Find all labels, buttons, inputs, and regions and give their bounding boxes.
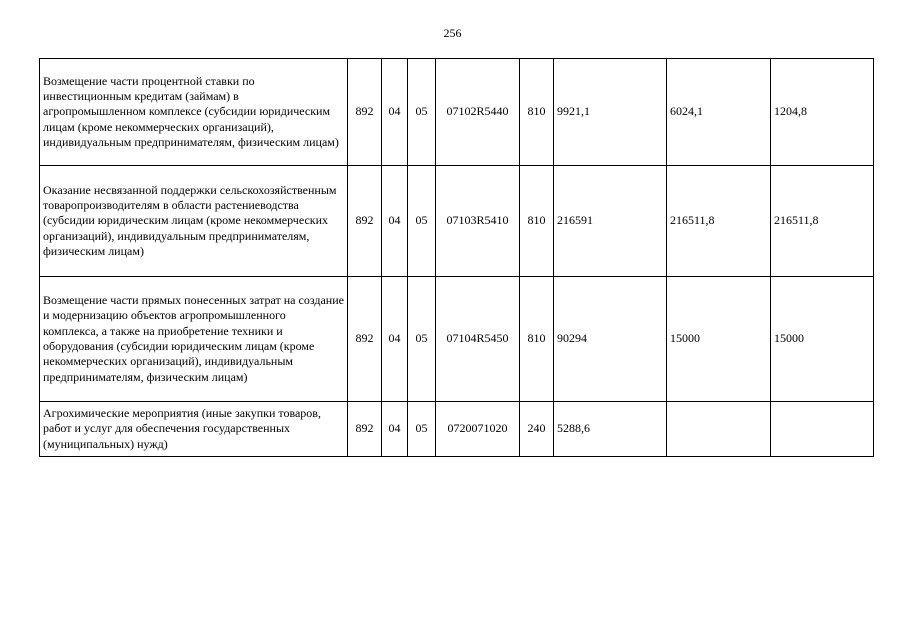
expense-type-cell: 810 (520, 166, 554, 277)
page-number: 256 (443, 26, 462, 40)
subsection-code-cell: 05 (408, 166, 436, 277)
expense-type-cell: 240 (520, 402, 554, 457)
target-article-cell: 07104R5450 (436, 277, 520, 402)
amount-year2-cell (667, 402, 771, 457)
amount-year1-cell: 90294 (554, 277, 667, 402)
section-code-cell: 04 (382, 166, 408, 277)
budget-table (39, 58, 874, 457)
section-code-cell: 04 (382, 402, 408, 457)
table-row (40, 166, 874, 277)
section-code-cell: 04 (382, 277, 408, 402)
amount-year2-cell: 216511,8 (667, 166, 771, 277)
table-row (40, 277, 874, 402)
amount-year2-cell: 15000 (667, 277, 771, 402)
expense-name-cell: Оказание несвязанной поддержки сельскохозяйственным товаропроизводителям в области растениеводства (субсидии юридическим лицам (кроме некоммерческих организаций), индивидуальным предпринимателям, физическим лицам) (40, 166, 348, 277)
subsection-code-cell: 05 (408, 277, 436, 402)
expense-name-cell: Возмещение части процентной ставки по инвестиционным кредитам (займам) в агропромышленном комплексе (субсидии юридическим лицам (кроме некоммерческих организаций), индивидуальным предпринимателям, физическим лицам) (40, 59, 348, 166)
amount-year3-cell: 216511,8 (771, 166, 874, 277)
table-row (40, 59, 874, 166)
target-article-cell: 07103R5410 (436, 166, 520, 277)
amount-year3-cell: 15000 (771, 277, 874, 402)
amount-year1-cell: 216591 (554, 166, 667, 277)
target-article-cell: 0720071020 (436, 402, 520, 457)
grbs-code-cell: 892 (348, 166, 382, 277)
amount-year2-cell: 6024,1 (667, 59, 771, 166)
table-row (40, 402, 874, 457)
grbs-code-cell: 892 (348, 402, 382, 457)
section-code-cell: 04 (382, 59, 408, 166)
expense-name-cell: Агрохимические мероприятия (иные закупки товаров, работ и услуг для обеспечения государственных (муниципальных) нужд) (40, 402, 348, 457)
expense-type-cell: 810 (520, 277, 554, 402)
subsection-code-cell: 05 (408, 59, 436, 166)
amount-year3-cell: 1204,8 (771, 59, 874, 166)
grbs-code-cell: 892 (348, 277, 382, 402)
amount-year3-cell (771, 402, 874, 457)
expense-type-cell: 810 (520, 59, 554, 166)
grbs-code-cell: 892 (348, 59, 382, 166)
target-article-cell: 07102R5440 (436, 59, 520, 166)
subsection-code-cell: 05 (408, 402, 436, 457)
amount-year1-cell: 9921,1 (554, 59, 667, 166)
expense-name-cell: Возмещение части прямых понесенных затрат на создание и модернизацию объектов агропромышленного комплекса, а также на приобретение техники и оборудования (субсидии юридическим лицам (кроме некоммерческих организаций), индивидуальным предпринимателям, физическим лицам) (40, 277, 348, 402)
amount-year1-cell: 5288,6 (554, 402, 667, 457)
